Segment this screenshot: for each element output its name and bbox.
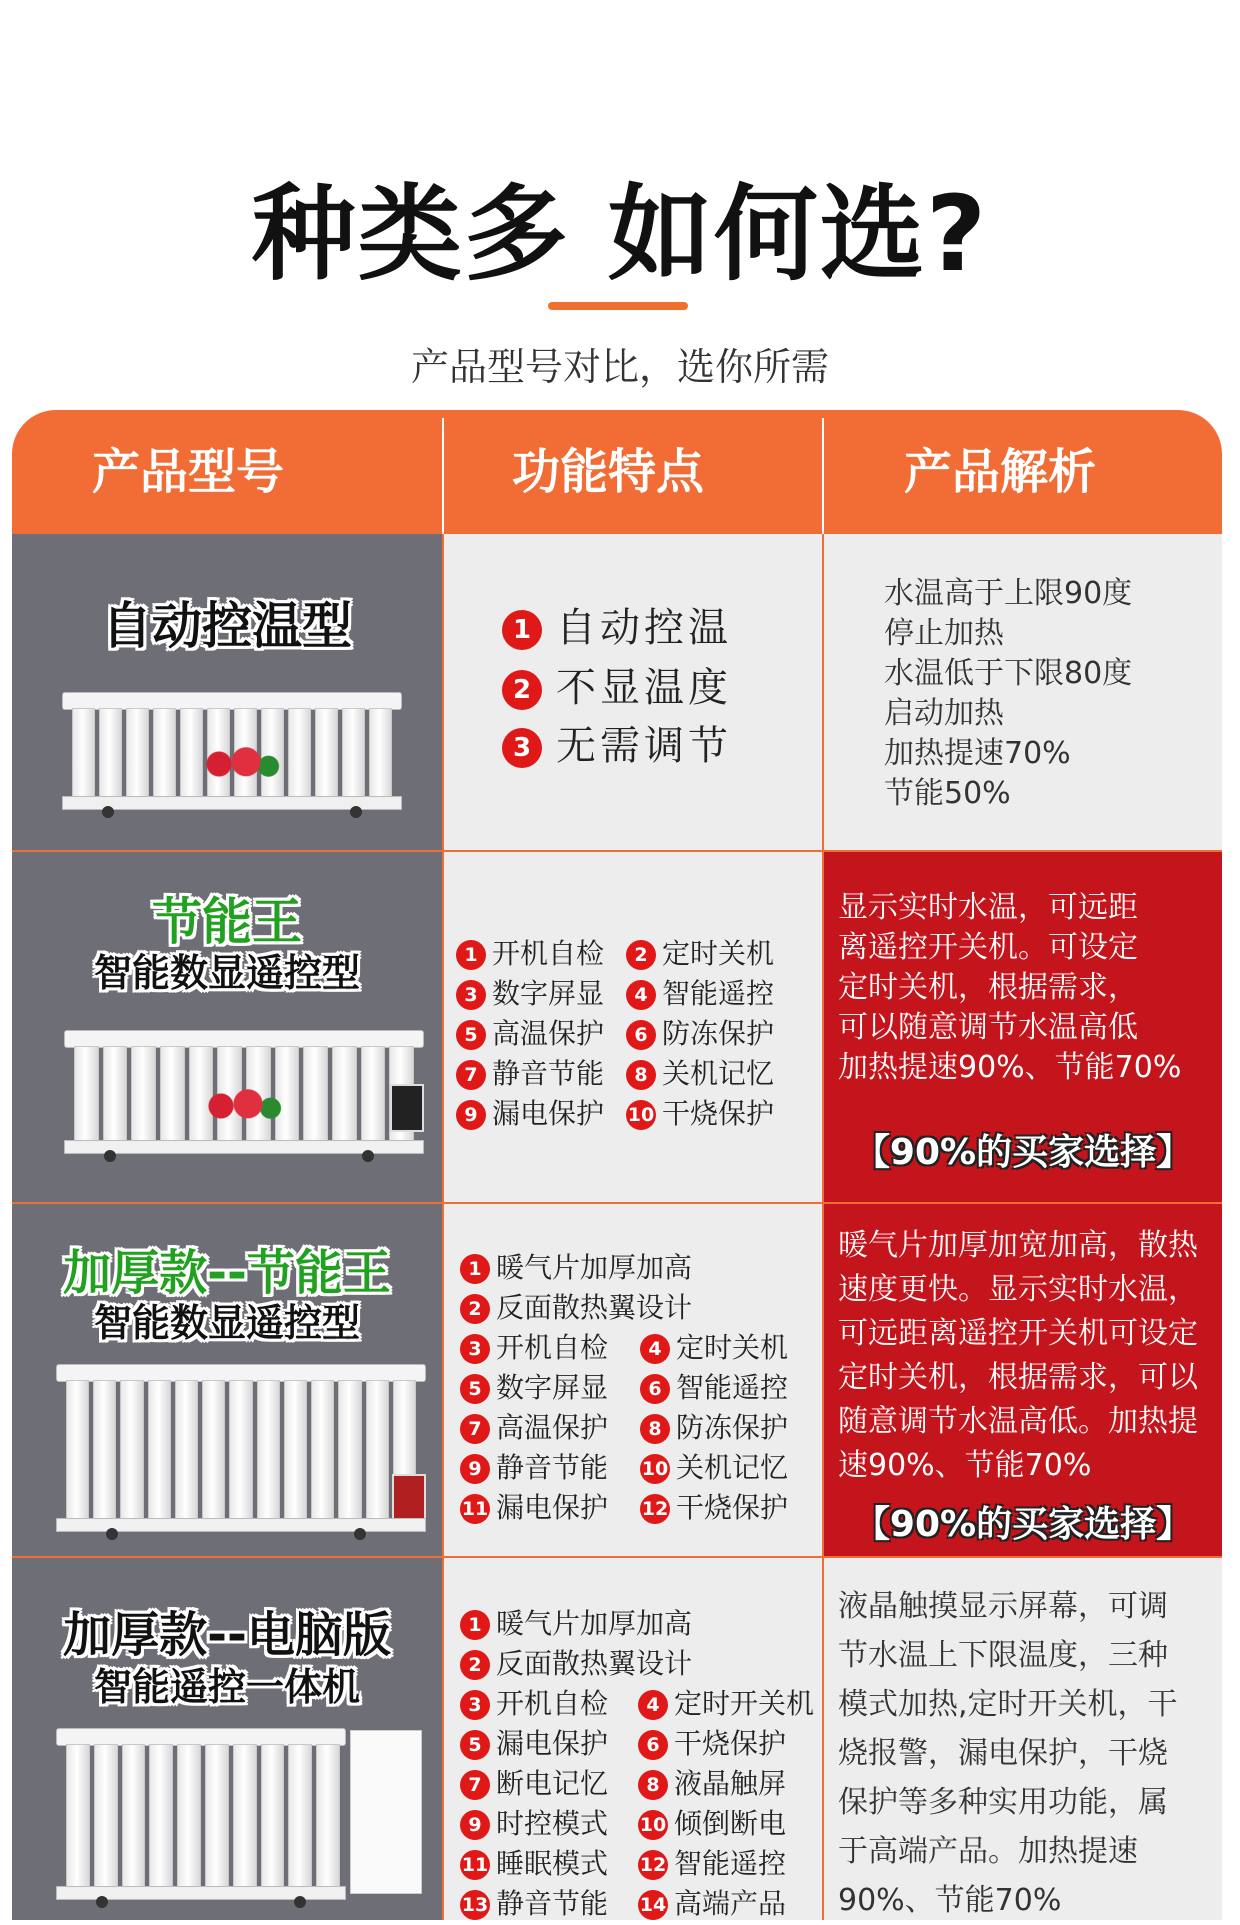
feature-item: 2 反面散热翼设计 <box>460 1286 692 1326</box>
feature-item: 6 干烧保护 <box>638 1722 786 1762</box>
feature-item: 14 高端产品 <box>639 1887 787 1920</box>
feature-item: 1 自动控温 <box>502 596 732 653</box>
feature-item: 2 定时关机 <box>626 932 774 972</box>
feature-item: 6 防冻保护 <box>626 1012 774 1052</box>
radiator-image <box>62 692 402 818</box>
analysis-text: 显示实时水温，可远距 离遥控开关机。可设定 定时关机，根据需求， 可以随意调节水温高低 加热提速90%、节能70% <box>838 890 1182 1085</box>
page-title: 种类多 如何选? <box>251 173 989 295</box>
header-divider <box>442 418 444 534</box>
feature-item: 10 干烧保护 <box>627 1097 775 1130</box>
model-name-text: 节能王 <box>152 893 302 951</box>
model-name <box>12 1596 442 1665</box>
feature-item: 10 关机记忆 <box>641 1451 789 1484</box>
feature-item: 8 防冻保护 <box>640 1406 788 1446</box>
buyer-choice-badge: 【90%的买家选择】 <box>853 1504 1193 1545</box>
feature-item: 8 液晶触屏 <box>638 1762 786 1802</box>
column-divider <box>442 534 444 1920</box>
analysis-text: 暖气片加厚加宽加高，散热 速度更快。显示实时水温， 可远距离遥控开关机可设定 定时关机，根据需求，可以 随意调节水温高低。加热提 速90%、节能70% <box>838 1228 1198 1483</box>
feature-item: 1 暖气片加厚加高 <box>460 1246 692 1286</box>
model-subname-text: 智能遥控一体机 <box>93 1665 360 1709</box>
model-name-text: 自动控温型 <box>102 597 352 655</box>
feature-item: 11 睡眠模式 <box>461 1847 609 1880</box>
feature-item: 6 智能遥控 <box>640 1366 788 1406</box>
model-name <box>12 586 442 658</box>
feature-item: 2 反面散热翼设计 <box>460 1642 692 1682</box>
radiator-image <box>64 1030 424 1162</box>
feature-item: 3 开机自检 <box>460 1326 608 1366</box>
col-header-model: 产品型号 <box>92 444 285 500</box>
table-row <box>12 1204 1222 1556</box>
feature-item: 11 漏电保护 <box>461 1491 609 1524</box>
col-header-analysis: 产品解析 <box>904 444 1097 500</box>
feature-item: 9 静音节能 <box>460 1446 608 1486</box>
feature-item: 12 干烧保护 <box>641 1491 789 1524</box>
feature-item: 1 暖气片加厚加高 <box>460 1602 692 1642</box>
feature-item: 3 开机自检 <box>460 1682 608 1722</box>
table-row <box>12 852 1222 1202</box>
model-subname-text: 智能数显遥控型 <box>93 1301 360 1345</box>
feature-item: 12 智能遥控 <box>639 1847 787 1880</box>
table-row <box>12 1558 1222 1920</box>
feature-item: 3 数字屏显 <box>456 972 604 1012</box>
model-name-text: 加厚款--节能王 <box>63 1245 391 1301</box>
feature-item: 5 高温保护 <box>456 1012 604 1052</box>
feature-item: 7 高温保护 <box>460 1406 608 1446</box>
feature-item: 5 数字屏显 <box>460 1366 608 1406</box>
feature-item: 8 关机记忆 <box>626 1052 774 1092</box>
col-header-features: 功能特点 <box>512 444 705 500</box>
feature-item: 1 开机自检 <box>456 932 604 972</box>
title-underline <box>548 302 688 310</box>
analysis-text: 水温高于上限90度 停止加热 水温低于下限80度 启动加热 加热提速70% 节能50% <box>884 576 1133 811</box>
feature-item: 5 漏电保护 <box>460 1722 608 1762</box>
table-header <box>12 410 1222 534</box>
model-subname-text: 智能数显遥控型 <box>93 951 360 995</box>
comparison-table <box>12 410 1222 1920</box>
feature-item: 7 静音节能 <box>456 1052 604 1092</box>
feature-item: 10 倾倒断电 <box>639 1807 787 1840</box>
feature-item: 9 时控模式 <box>460 1802 608 1842</box>
table-row <box>12 534 1222 850</box>
feature-item: 3 无需调节 <box>502 714 732 771</box>
model-subname <box>12 1656 442 1711</box>
feature-item: 2 不显温度 <box>502 656 732 713</box>
column-divider <box>822 534 824 1920</box>
radiator-image <box>56 1728 416 1908</box>
page-subtitle: 产品型号对比，选你所需 <box>410 345 829 389</box>
feature-item: 4 定时开关机 <box>638 1682 814 1722</box>
feature-item: 7 断电记忆 <box>460 1762 608 1802</box>
feature-item: 9 漏电保护 <box>456 1092 604 1132</box>
buyer-choice-badge: 【90%的买家选择】 <box>853 1132 1193 1173</box>
feature-item: 4 智能遥控 <box>626 972 774 1012</box>
feature-item: 13 静音节能 <box>461 1887 609 1920</box>
radiator-image <box>56 1364 426 1540</box>
feature-item: 4 定时关机 <box>640 1326 788 1366</box>
header-divider <box>822 418 824 534</box>
model-subname <box>12 1292 442 1347</box>
analysis-text: 液晶触摸显示屏幕，可调 节水温上下限温度，三种 模式加热,定时开关机，干 烧报警，漏电保护，干烧 保护等多种实用功能，属 于高端产品。加热提速 90%、节能70% <box>838 1589 1178 1918</box>
model-name-text: 加厚款--电脑版 <box>63 1607 391 1663</box>
model-subname <box>12 942 442 997</box>
